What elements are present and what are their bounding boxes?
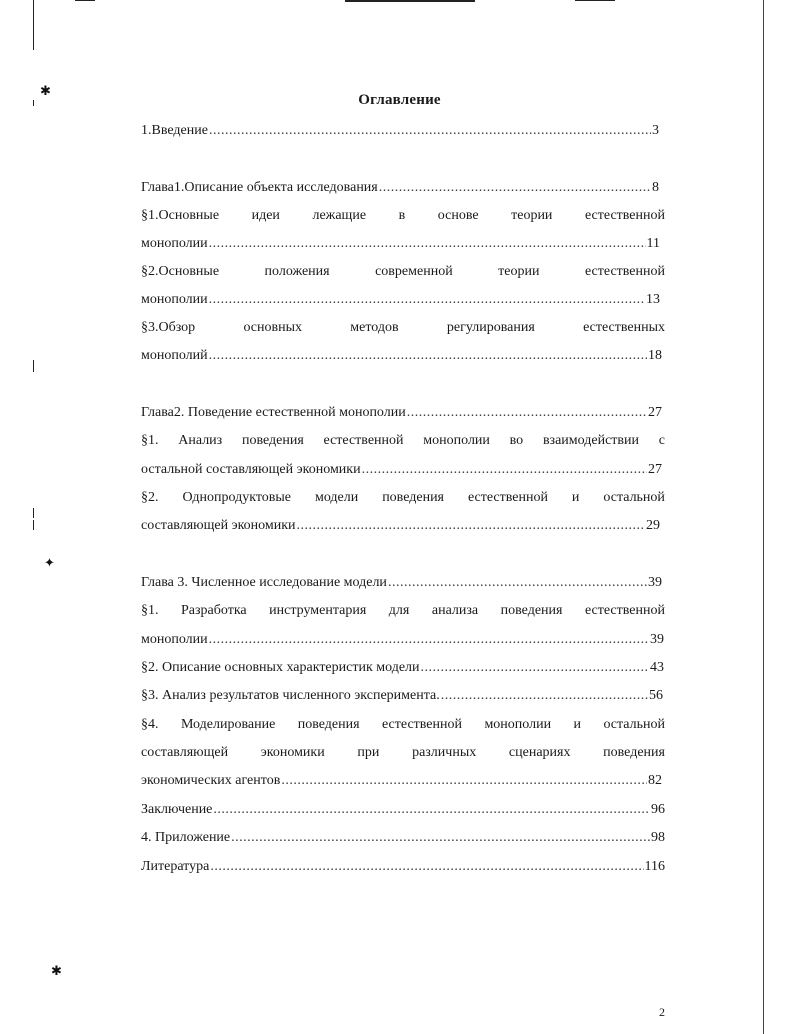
toc-word: анализа [431, 603, 479, 618]
toc-entry[interactable] [141, 601, 665, 621]
toc-entry-text: Литература [141, 859, 210, 874]
toc-word: остальной [603, 717, 665, 732]
toc-word: теории [511, 208, 553, 223]
toc-entry[interactable] [141, 121, 659, 141]
dot-leader [281, 771, 647, 791]
scan-edge-mark [575, 0, 615, 1]
toc-page-number: 82 [648, 773, 662, 788]
toc-word: поведения [382, 490, 444, 505]
toc-entry[interactable] [141, 800, 665, 820]
toc-page-number: 39 [648, 575, 662, 590]
toc-page-number: 11 [646, 236, 660, 251]
toc-entry[interactable] [141, 573, 662, 593]
toc-entry[interactable] [141, 488, 665, 508]
toc-entry-text: Глава1.Описание объекта исследования [141, 180, 378, 195]
toc-word: §1. [141, 433, 159, 448]
toc-entry-continuation[interactable] [141, 460, 662, 480]
toc-word: остальной [603, 490, 665, 505]
toc-word: различных [412, 745, 477, 760]
toc-entry-continuation[interactable] [141, 771, 662, 791]
toc-word: инструментария [269, 603, 367, 618]
toc-word: §1. [141, 603, 159, 618]
dot-leader [213, 800, 650, 820]
dot-leader [210, 857, 643, 877]
scan-edge-mark [33, 520, 34, 530]
toc-word: Моделирование [180, 717, 276, 732]
dot-leader [209, 630, 649, 650]
toc-entry-text: 4. Приложение [141, 830, 231, 845]
dot-leader [421, 658, 649, 678]
toc-word: в [398, 208, 406, 223]
toc-page-number: 56 [649, 688, 663, 703]
scan-speck-icon: ✱ [51, 963, 62, 978]
toc-word: Разработка [181, 603, 247, 618]
toc-word: и [571, 490, 580, 505]
toc-word: при [357, 745, 380, 760]
toc-word: поведения [241, 433, 304, 448]
toc-page-number: 27 [648, 462, 662, 477]
toc-word: и [573, 717, 582, 732]
toc-page-number: 116 [644, 859, 665, 874]
toc-word: лежащие [312, 208, 367, 223]
dot-leader [297, 516, 645, 536]
toc-word: взаимодействии [542, 433, 639, 448]
page-title: Оглавление [358, 92, 441, 108]
toc-entry[interactable] [141, 658, 664, 678]
toc-word: §2.Основные [141, 264, 220, 279]
toc-word: Анализ [178, 433, 223, 448]
scan-edge-mark [33, 360, 34, 372]
toc-entry-text: остальной составляющей экономики [141, 462, 361, 477]
toc-word: монополии [484, 717, 552, 732]
toc-word: поведения [297, 717, 360, 732]
toc-word: с [658, 433, 665, 448]
toc-word: Однопродуктовые [182, 490, 291, 505]
dot-leader [231, 828, 650, 848]
toc-entry-text: монополии [141, 292, 208, 307]
toc-word: монополии [423, 433, 490, 448]
toc-entry-text: экономических агентов [141, 773, 281, 788]
toc-word: теории [498, 264, 540, 279]
toc-word: сценариях [508, 745, 571, 760]
toc-entry[interactable] [141, 715, 665, 735]
toc-page-number: 18 [648, 348, 662, 363]
toc-word: §4. [141, 717, 159, 732]
dot-leader [209, 346, 647, 366]
toc-page-number: 98 [651, 830, 665, 845]
toc-word: составляющей [141, 745, 229, 760]
toc-entry-continuation[interactable] [141, 516, 660, 536]
toc-word: естественной [323, 433, 404, 448]
toc-entry[interactable] [141, 403, 662, 423]
toc-entry-text: Заключение [141, 802, 213, 817]
dot-leader [407, 403, 647, 423]
toc-entry[interactable] [141, 686, 663, 706]
toc-word: современной [375, 264, 453, 279]
toc-entry-continuation[interactable] [141, 346, 662, 366]
toc-word: модели [314, 490, 359, 505]
toc-word: естественных [583, 320, 665, 335]
toc-word: основе [437, 208, 479, 223]
scan-edge-mark [33, 508, 34, 518]
toc-word: идеи [251, 208, 280, 223]
toc-entry[interactable] [141, 178, 659, 198]
toc-entry[interactable] [141, 857, 665, 877]
toc-page-number: 13 [646, 292, 660, 307]
toc-entry-continuation[interactable] [141, 743, 665, 763]
toc-page-number: 3 [652, 123, 659, 138]
toc-entry-text: монополии [141, 236, 208, 251]
scan-speck-icon: ✦ [44, 555, 55, 570]
toc-entry-continuation[interactable] [141, 290, 660, 310]
toc-entry-text: §3. Анализ результатов численного эксперимента. [141, 688, 440, 703]
dot-leader [441, 686, 648, 706]
toc-entry-text: монополий [141, 348, 208, 363]
toc-word: естественной [467, 490, 548, 505]
toc-word: основных [243, 320, 303, 335]
toc-word: §3.Обзор [141, 320, 196, 335]
toc-entry[interactable] [141, 262, 665, 282]
toc-word: естественной [584, 264, 665, 279]
toc-entry-text: составляющей экономики [141, 518, 296, 533]
dot-leader [362, 460, 647, 480]
scan-edge-mark [33, 0, 34, 50]
toc-page-number: 27 [648, 405, 662, 420]
dot-leader [209, 121, 651, 141]
toc-word: §2. [141, 490, 159, 505]
toc-word: естественной [584, 603, 665, 618]
dot-leader [388, 573, 647, 593]
scan-speck-icon: ✱ [40, 83, 51, 98]
toc-word: поведения [500, 603, 563, 618]
toc-entry-text: Глава 3. Численное исследование модели [141, 575, 387, 590]
toc-word: §1.Основные [141, 208, 220, 223]
scan-edge-mark [763, 0, 764, 1034]
dot-leader [209, 290, 645, 310]
scan-edge-mark [75, 0, 95, 1]
toc-word: естественной [584, 208, 665, 223]
scan-edge-mark [345, 0, 475, 2]
toc-entry-text: Глава2. Поведение естественной монополии [141, 405, 406, 420]
toc-entry[interactable] [141, 318, 665, 338]
dot-leader [209, 234, 646, 254]
toc-word: естественной [381, 717, 462, 732]
toc-word: положения [264, 264, 330, 279]
toc-word: во [509, 433, 524, 448]
toc-entry-text: §2. Описание основных характеристик модели [141, 660, 420, 675]
toc-page-number: 39 [650, 632, 664, 647]
page-number: 2 [659, 1005, 665, 1019]
toc-entry[interactable] [141, 431, 665, 451]
toc-page-number: 29 [646, 518, 660, 533]
toc-entry-continuation[interactable] [141, 234, 660, 254]
toc-entry[interactable] [141, 828, 665, 848]
dot-leader [379, 178, 651, 198]
toc-word: для [388, 603, 410, 618]
toc-entry-text: монополии [141, 632, 208, 647]
toc-entry[interactable] [141, 206, 665, 226]
toc-entry-continuation[interactable] [141, 630, 664, 650]
toc-word: экономики [260, 745, 325, 760]
toc-entry-text: 1.Введение [141, 123, 208, 138]
toc-word: методов [350, 320, 399, 335]
toc-page-number: 43 [650, 660, 664, 675]
toc-page-number: 96 [651, 802, 665, 817]
toc-page-number: 8 [652, 180, 659, 195]
toc-word: поведения [603, 745, 665, 760]
toc-word: регулирования [446, 320, 535, 335]
